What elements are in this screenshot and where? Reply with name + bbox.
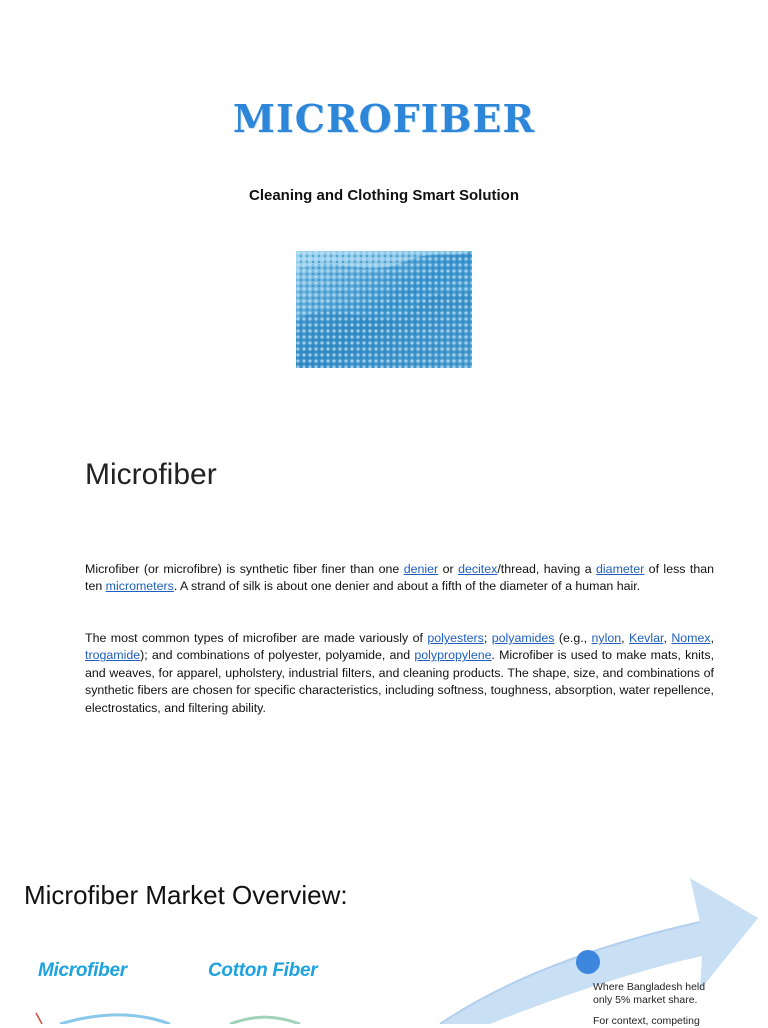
paragraph-text: ); and combinations of polyester, polyamide, and	[140, 648, 415, 663]
paragraph-text: The most common types of microfiber are made variously of	[85, 631, 428, 645]
paragraph-text: . A strand of silk is about one denier and about a fifth of the diameter of a human hair.	[173, 579, 641, 594]
page-subtitle: Cleaning and Clothing Smart Solution	[249, 187, 519, 204]
section-heading-market-overview: Microfiber Market Overview:	[24, 880, 348, 910]
link-polypropylene[interactable]: polypropylene	[414, 648, 492, 663]
link-trogamide[interactable]: trogamide	[85, 648, 141, 663]
paragraph-text: ,	[621, 631, 630, 645]
link-micrometers[interactable]: micrometers	[105, 579, 174, 594]
fiber-illustration	[0, 995, 340, 1024]
paragraph-text: ;	[483, 631, 492, 645]
paragraph-text: ,	[663, 631, 672, 645]
cotton-fiber-image-label: Cotton Fiber	[208, 960, 318, 981]
link-denier[interactable]: denier	[403, 562, 439, 576]
paragraph-text: or	[438, 562, 459, 576]
link-nomex[interactable]: Nomex	[671, 631, 711, 645]
section-heading-microfiber: Microfiber	[85, 458, 217, 491]
paragraph-text: . Microfiber is used to make mats, knits, and weaves, for apparel, upholstery, industrial filters, and cleaning products. The shape, size, and combinations of synthetic fibers are chosen for specific characteristics, including softness, toughness, absorption, water repellence, electrostatics, and filtering ability.	[85, 648, 715, 715]
link-nylon[interactable]: nylon	[591, 631, 622, 645]
paragraph-text: /thread, having a	[497, 562, 597, 576]
towel-texture-image	[296, 251, 472, 368]
link-decitex[interactable]: decitex	[458, 562, 498, 576]
microfiber-image-label: Microfiber	[38, 960, 127, 981]
paragraph-text: of less than ten	[85, 562, 715, 594]
link-diameter[interactable]: diameter	[596, 562, 645, 576]
link-polyamides[interactable]: polyamides	[491, 631, 555, 645]
microfiber-towel-photo	[296, 251, 472, 368]
market-point-context: For context, competing	[593, 1015, 700, 1027]
link-polyesters[interactable]: polyesters	[427, 631, 484, 645]
title-slide	[0, 0, 768, 430]
page-title: MICROFIBER	[232, 96, 536, 141]
market-point-bangladesh: Where Bangladesh held only 5% market share.	[593, 981, 706, 1006]
timeline-dot	[576, 950, 600, 974]
paragraph-text: (e.g.,	[554, 631, 592, 645]
paragraph-text: Microfiber (or microfibre) is synthetic fiber finer than one	[85, 562, 404, 576]
types-paragraph	[85, 630, 714, 717]
link-kevlar[interactable]: Kevlar	[629, 631, 664, 645]
paragraph-text: ,	[710, 631, 715, 645]
definition-paragraph	[85, 561, 714, 596]
